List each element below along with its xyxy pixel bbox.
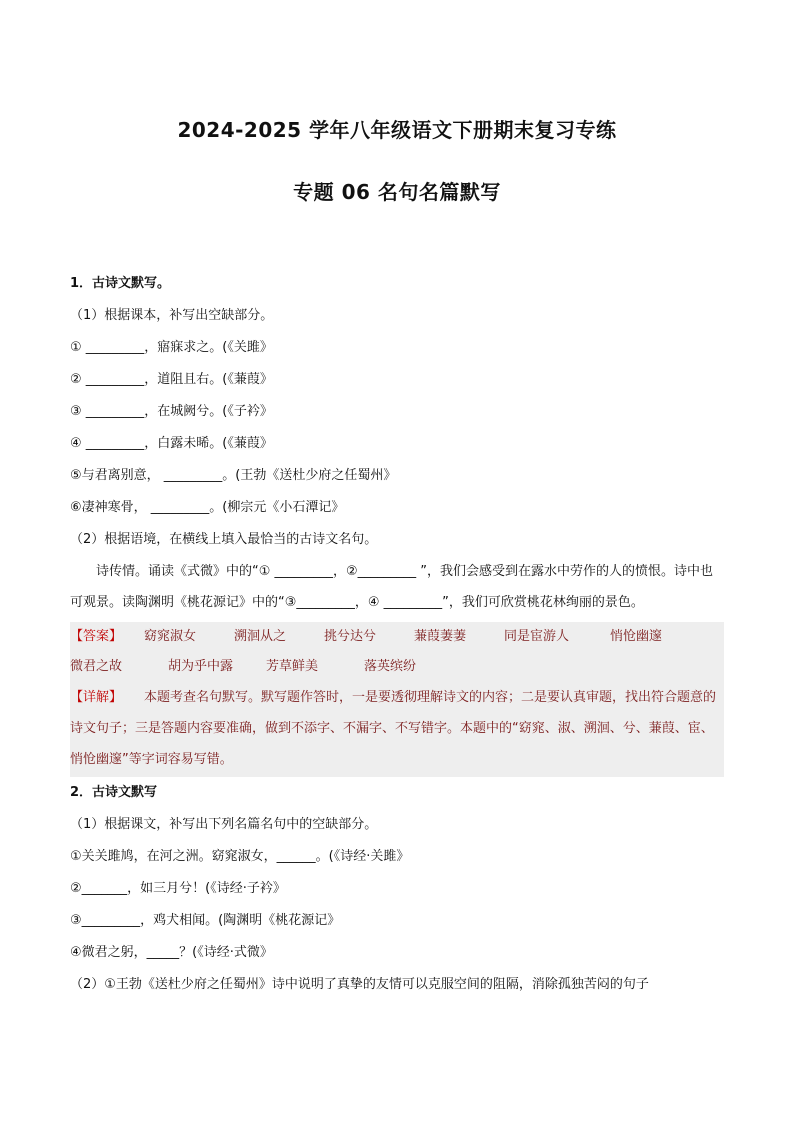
answer-item: 悄怆幽邃 bbox=[610, 629, 663, 644]
question-1-line: ① _________，寤寐求之。(《关雎》 bbox=[70, 340, 273, 355]
answer-detail bbox=[70, 682, 724, 777]
detail-tag: 【详解】 bbox=[70, 690, 123, 705]
answer-row bbox=[70, 652, 724, 682]
page-title: 2024-2025 学年八年级语文下册期末复习专练 bbox=[177, 118, 617, 142]
question-2-heading: 2．古诗文默写 bbox=[70, 785, 158, 800]
page-subtitle: 专题 06 名句名篇默写 bbox=[293, 180, 501, 204]
answer-item: 同是宦游人 bbox=[504, 629, 570, 644]
question-1-line: ④ _________，白露未晞。(《蒹葭》 bbox=[70, 436, 273, 451]
question-2-part1-intro: （1）根据课文，补写出下列名篇名句中的空缺部分。 bbox=[70, 817, 378, 832]
answer-item: 落英缤纷 bbox=[364, 659, 417, 674]
question-1-heading: 1．古诗文默写。 bbox=[70, 276, 171, 291]
question-1-line: ③ _________，在城阙兮。(《子衿》 bbox=[70, 404, 273, 419]
question-1-part2-intro: （2）根据语境，在横线上填入最恰当的古诗文名句。 bbox=[70, 532, 378, 547]
question-2-line: ④微君之躬，_____？(《诗经·式微》 bbox=[70, 945, 273, 960]
question-1-line: ⑤与君离别意， _________。(王勃《送杜少府之任蜀州》 bbox=[70, 468, 397, 483]
question-1-line: ⑥凄神寒骨， _________。(柳宗元《小石潭记》 bbox=[70, 500, 345, 515]
answer-item: 窈窕淑女 bbox=[144, 629, 197, 644]
answer-item: 蒹葭萋萋 bbox=[414, 629, 467, 644]
answer-item: 芳草鲜美 bbox=[266, 659, 319, 674]
answer-item: 胡为乎中露 bbox=[168, 659, 234, 674]
question-1-part1-intro: （1）根据课本，补写出空缺部分。 bbox=[70, 308, 274, 323]
question-2-line: ①关关雎鸠，在河之洲。窈窕淑女，______。(《诗经·关雎》 bbox=[70, 849, 410, 864]
answer-item: 挑兮达兮 bbox=[324, 629, 377, 644]
question-2-part2-intro: （2）①王勃《送杜少府之任蜀州》诗中说明了真挚的友情可以克服空间的阻隔，消除孤独苦闷的句子 bbox=[70, 977, 649, 992]
answer-tag: 【答案】 bbox=[70, 629, 123, 644]
answer-item: 溯洄从之 bbox=[234, 629, 287, 644]
question-1-line: ② _________，道阻且右。(《蒹葭》 bbox=[70, 372, 273, 387]
answer-row bbox=[70, 622, 724, 652]
answer-block bbox=[70, 622, 724, 777]
question-2-line: ②_______，如三月兮！(《诗经·子衿》 bbox=[70, 881, 286, 896]
question-1-part2-paragraph: 诗传情。诵读《式微》中的“① _________，②_________ ”，我们会感受到在露水中劳作的人的愤恨。诗中也可观景。读陶渊明《桃花源记》中的“③_________，④ _________”，我们可欣赏桃花林绚丽的景色。 bbox=[70, 564, 714, 610]
question-2-line: ③_________，鸡犬相闻。(陶渊明《桃花源记》 bbox=[70, 913, 341, 928]
detail-text: 本题考查名句默写。默写题作答时，一是要透彻理解诗文的内容；二是要认真审题，找出符合题意的诗文句子；三是答题内容要准确，做到不添字、不漏字、不写错字。本题中的“窈窕、淑、溯洄、兮、蒹葭、宦、悄怆幽邃”等字词容易写错。 bbox=[70, 690, 717, 767]
answer-item: 微君之故 bbox=[70, 659, 123, 674]
document-body bbox=[70, 268, 724, 1001]
